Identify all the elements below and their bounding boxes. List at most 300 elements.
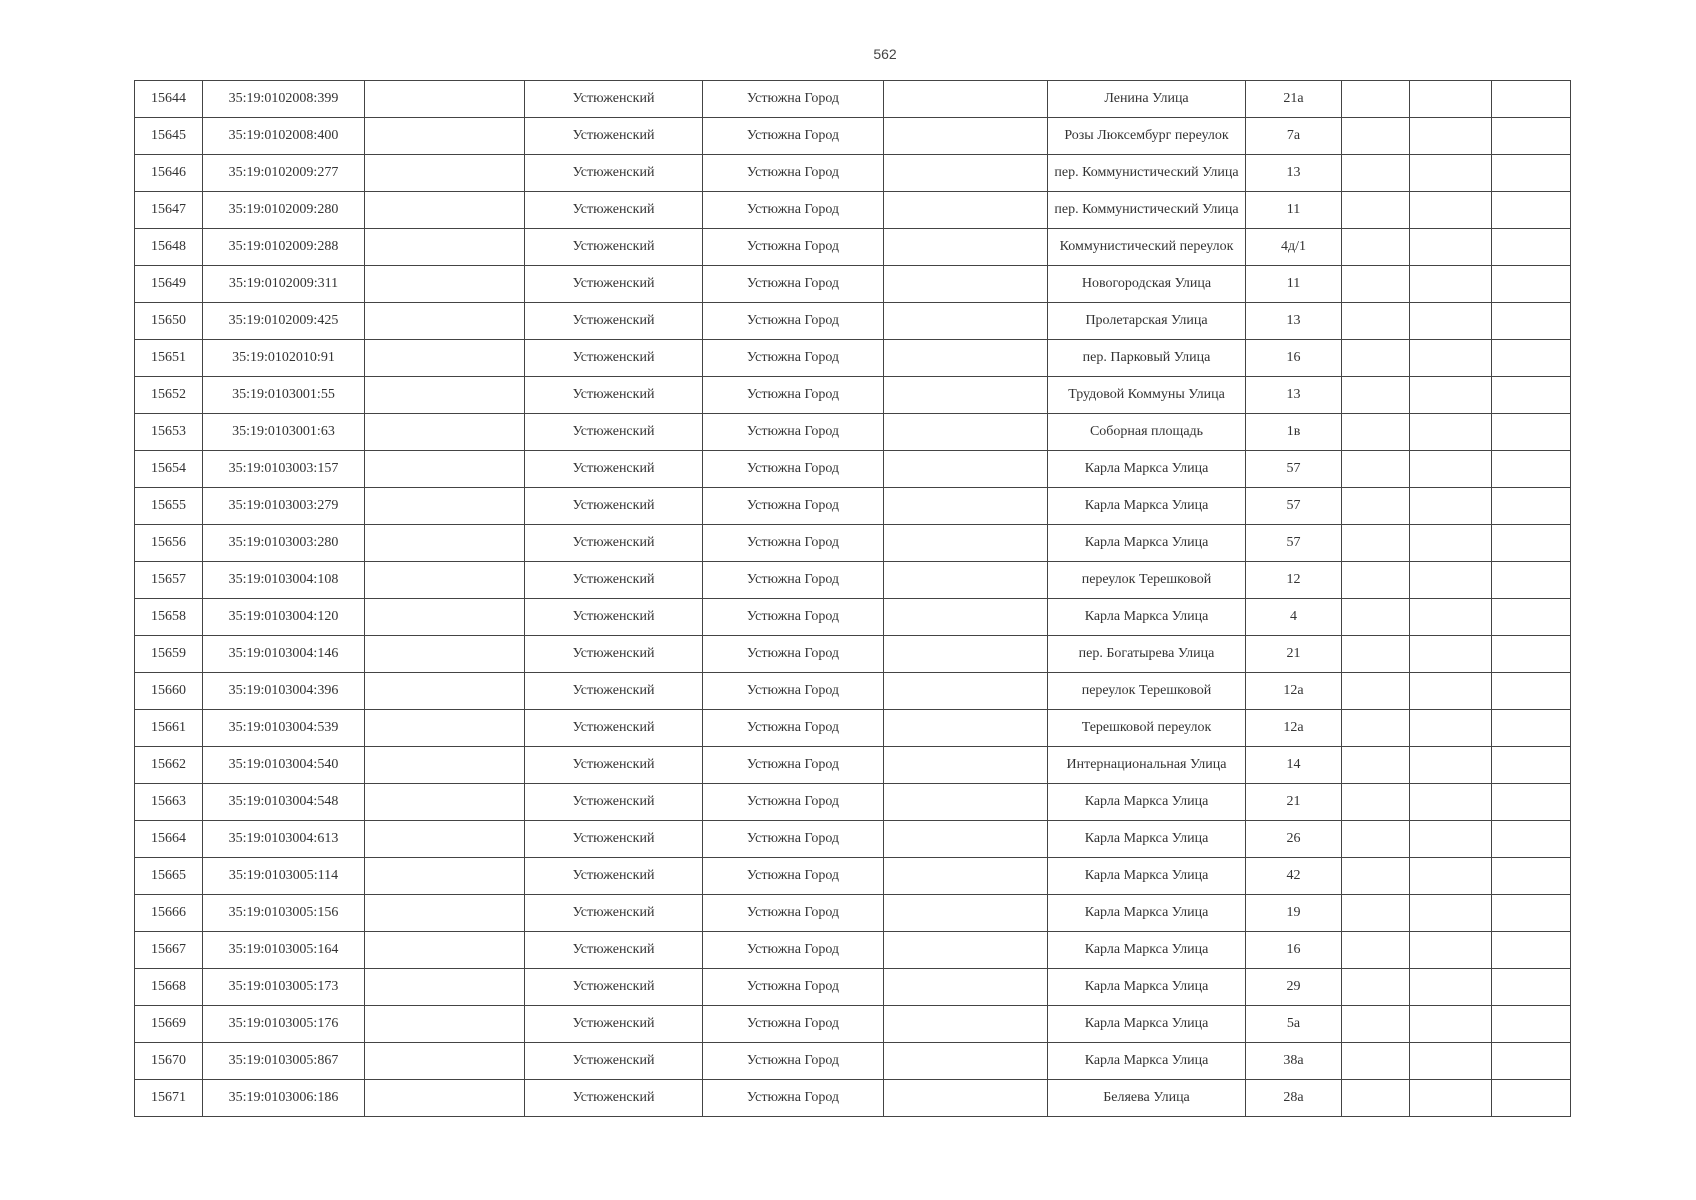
row-number-cell: 15653 bbox=[135, 414, 203, 451]
house-number-cell: 11 bbox=[1246, 192, 1342, 229]
table-row bbox=[135, 747, 1571, 784]
cadastral-number-cell: 35:19:0103005:114 bbox=[203, 858, 365, 895]
empty-cell bbox=[884, 81, 1048, 118]
empty-cell bbox=[1410, 636, 1492, 673]
empty-cell bbox=[365, 414, 525, 451]
empty-cell bbox=[1410, 414, 1492, 451]
cadastral-number-cell: 35:19:0102009:311 bbox=[203, 266, 365, 303]
empty-cell bbox=[884, 229, 1048, 266]
table-row bbox=[135, 451, 1571, 488]
empty-cell bbox=[1342, 895, 1410, 932]
street-cell: Карла Маркса Улица bbox=[1048, 932, 1246, 969]
district-cell: Устюженский bbox=[525, 266, 703, 303]
empty-cell bbox=[365, 673, 525, 710]
empty-cell bbox=[1342, 932, 1410, 969]
street-cell: Карла Маркса Улица bbox=[1048, 821, 1246, 858]
cadastral-number-cell: 35:19:0103004:548 bbox=[203, 784, 365, 821]
table-row bbox=[135, 303, 1571, 340]
district-cell: Устюженский bbox=[525, 784, 703, 821]
empty-cell bbox=[884, 377, 1048, 414]
cadastral-number-cell: 35:19:0103005:173 bbox=[203, 969, 365, 1006]
row-number-cell: 15646 bbox=[135, 155, 203, 192]
empty-cell bbox=[1410, 710, 1492, 747]
street-cell: пер. Коммунистический Улица bbox=[1048, 192, 1246, 229]
empty-cell bbox=[1492, 118, 1571, 155]
street-cell: пер. Богатырева Улица bbox=[1048, 636, 1246, 673]
house-number-cell: 5а bbox=[1246, 1006, 1342, 1043]
cadastral-number-cell: 35:19:0103005:164 bbox=[203, 932, 365, 969]
cadastral-number-cell: 35:19:0102009:277 bbox=[203, 155, 365, 192]
settlement-cell: Устюжна Город bbox=[703, 1043, 884, 1080]
house-number-cell: 21а bbox=[1246, 81, 1342, 118]
street-cell: Карла Маркса Улица bbox=[1048, 451, 1246, 488]
row-number-cell: 15654 bbox=[135, 451, 203, 488]
empty-cell bbox=[365, 81, 525, 118]
street-cell: Коммунистический переулок bbox=[1048, 229, 1246, 266]
table-row bbox=[135, 414, 1571, 451]
settlement-cell: Устюжна Город bbox=[703, 895, 884, 932]
empty-cell bbox=[1492, 636, 1571, 673]
row-number-cell: 15657 bbox=[135, 562, 203, 599]
table-row bbox=[135, 81, 1571, 118]
empty-cell bbox=[1342, 525, 1410, 562]
district-cell: Устюженский bbox=[525, 451, 703, 488]
empty-cell bbox=[1342, 673, 1410, 710]
empty-cell bbox=[1342, 562, 1410, 599]
settlement-cell: Устюжна Город bbox=[703, 118, 884, 155]
street-cell: Интернациональная Улица bbox=[1048, 747, 1246, 784]
empty-cell bbox=[884, 784, 1048, 821]
row-number-cell: 15645 bbox=[135, 118, 203, 155]
street-cell: Розы Люксембург переулок bbox=[1048, 118, 1246, 155]
house-number-cell: 21 bbox=[1246, 636, 1342, 673]
row-number-cell: 15652 bbox=[135, 377, 203, 414]
district-cell: Устюженский bbox=[525, 821, 703, 858]
empty-cell bbox=[1410, 747, 1492, 784]
table-row bbox=[135, 821, 1571, 858]
street-cell: пер. Коммунистический Улица bbox=[1048, 155, 1246, 192]
cadastral-number-cell: 35:19:0103003:279 bbox=[203, 488, 365, 525]
house-number-cell: 13 bbox=[1246, 155, 1342, 192]
empty-cell bbox=[1342, 488, 1410, 525]
house-number-cell: 12а bbox=[1246, 673, 1342, 710]
district-cell: Устюженский bbox=[525, 1043, 703, 1080]
empty-cell bbox=[1410, 673, 1492, 710]
district-cell: Устюженский bbox=[525, 599, 703, 636]
table-row bbox=[135, 488, 1571, 525]
empty-cell bbox=[1492, 895, 1571, 932]
empty-cell bbox=[884, 858, 1048, 895]
cadastral-number-cell: 35:19:0103004:613 bbox=[203, 821, 365, 858]
empty-cell bbox=[365, 1043, 525, 1080]
empty-cell bbox=[1342, 81, 1410, 118]
empty-cell bbox=[1492, 266, 1571, 303]
settlement-cell: Устюжна Город bbox=[703, 266, 884, 303]
cadastral-number-cell: 35:19:0102009:425 bbox=[203, 303, 365, 340]
empty-cell bbox=[1492, 155, 1571, 192]
settlement-cell: Устюжна Город bbox=[703, 192, 884, 229]
cadastral-number-cell: 35:19:0103004:539 bbox=[203, 710, 365, 747]
row-number-cell: 15670 bbox=[135, 1043, 203, 1080]
house-number-cell: 29 bbox=[1246, 969, 1342, 1006]
table-row bbox=[135, 377, 1571, 414]
empty-cell bbox=[1410, 81, 1492, 118]
empty-cell bbox=[1342, 1080, 1410, 1117]
empty-cell bbox=[365, 1080, 525, 1117]
settlement-cell: Устюжна Город bbox=[703, 747, 884, 784]
settlement-cell: Устюжна Город bbox=[703, 1080, 884, 1117]
empty-cell bbox=[1492, 1043, 1571, 1080]
empty-cell bbox=[1342, 303, 1410, 340]
house-number-cell: 16 bbox=[1246, 340, 1342, 377]
settlement-cell: Устюжна Город bbox=[703, 784, 884, 821]
house-number-cell: 26 bbox=[1246, 821, 1342, 858]
empty-cell bbox=[1410, 155, 1492, 192]
table-row bbox=[135, 1043, 1571, 1080]
registry-table bbox=[134, 80, 1571, 1117]
empty-cell bbox=[1492, 710, 1571, 747]
table-row bbox=[135, 155, 1571, 192]
district-cell: Устюженский bbox=[525, 932, 703, 969]
house-number-cell: 12а bbox=[1246, 710, 1342, 747]
street-cell: переулок Терешковой bbox=[1048, 673, 1246, 710]
row-number-cell: 15658 bbox=[135, 599, 203, 636]
cadastral-number-cell: 35:19:0103001:63 bbox=[203, 414, 365, 451]
empty-cell bbox=[365, 229, 525, 266]
district-cell: Устюженский bbox=[525, 673, 703, 710]
empty-cell bbox=[1342, 118, 1410, 155]
empty-cell bbox=[884, 747, 1048, 784]
district-cell: Устюженский bbox=[525, 488, 703, 525]
empty-cell bbox=[1410, 340, 1492, 377]
house-number-cell: 13 bbox=[1246, 303, 1342, 340]
house-number-cell: 57 bbox=[1246, 451, 1342, 488]
empty-cell bbox=[1492, 969, 1571, 1006]
empty-cell bbox=[365, 340, 525, 377]
row-number-cell: 15669 bbox=[135, 1006, 203, 1043]
empty-cell bbox=[1492, 451, 1571, 488]
cadastral-number-cell: 35:19:0103004:120 bbox=[203, 599, 365, 636]
empty-cell bbox=[1492, 821, 1571, 858]
house-number-cell: 4 bbox=[1246, 599, 1342, 636]
empty-cell bbox=[365, 303, 525, 340]
empty-cell bbox=[884, 969, 1048, 1006]
house-number-cell: 19 bbox=[1246, 895, 1342, 932]
empty-cell bbox=[1342, 599, 1410, 636]
row-number-cell: 15648 bbox=[135, 229, 203, 266]
empty-cell bbox=[1410, 303, 1492, 340]
empty-cell bbox=[365, 525, 525, 562]
empty-cell bbox=[365, 192, 525, 229]
row-number-cell: 15647 bbox=[135, 192, 203, 229]
empty-cell bbox=[365, 784, 525, 821]
empty-cell bbox=[1342, 1006, 1410, 1043]
empty-cell bbox=[365, 636, 525, 673]
settlement-cell: Устюжна Город bbox=[703, 414, 884, 451]
settlement-cell: Устюжна Город bbox=[703, 377, 884, 414]
row-number-cell: 15655 bbox=[135, 488, 203, 525]
empty-cell bbox=[1342, 155, 1410, 192]
row-number-cell: 15644 bbox=[135, 81, 203, 118]
district-cell: Устюженский bbox=[525, 525, 703, 562]
empty-cell bbox=[1410, 1006, 1492, 1043]
empty-cell bbox=[884, 155, 1048, 192]
table-row bbox=[135, 969, 1571, 1006]
settlement-cell: Устюжна Город bbox=[703, 710, 884, 747]
house-number-cell: 28а bbox=[1246, 1080, 1342, 1117]
house-number-cell: 42 bbox=[1246, 858, 1342, 895]
settlement-cell: Устюжна Город bbox=[703, 969, 884, 1006]
cadastral-number-cell: 35:19:0103004:146 bbox=[203, 636, 365, 673]
empty-cell bbox=[1342, 747, 1410, 784]
empty-cell bbox=[365, 710, 525, 747]
empty-cell bbox=[1410, 377, 1492, 414]
cadastral-number-cell: 35:19:0103001:55 bbox=[203, 377, 365, 414]
row-number-cell: 15650 bbox=[135, 303, 203, 340]
cadastral-number-cell: 35:19:0102008:399 bbox=[203, 81, 365, 118]
row-number-cell: 15664 bbox=[135, 821, 203, 858]
house-number-cell: 38а bbox=[1246, 1043, 1342, 1080]
district-cell: Устюженский bbox=[525, 969, 703, 1006]
table-row bbox=[135, 525, 1571, 562]
house-number-cell: 11 bbox=[1246, 266, 1342, 303]
empty-cell bbox=[1410, 1080, 1492, 1117]
empty-cell bbox=[365, 451, 525, 488]
settlement-cell: Устюжна Город bbox=[703, 81, 884, 118]
district-cell: Устюженский bbox=[525, 155, 703, 192]
empty-cell bbox=[1342, 229, 1410, 266]
settlement-cell: Устюжна Город bbox=[703, 340, 884, 377]
table-row bbox=[135, 340, 1571, 377]
district-cell: Устюженский bbox=[525, 229, 703, 266]
empty-cell bbox=[365, 1006, 525, 1043]
row-number-cell: 15661 bbox=[135, 710, 203, 747]
settlement-cell: Устюжна Город bbox=[703, 636, 884, 673]
row-number-cell: 15659 bbox=[135, 636, 203, 673]
empty-cell bbox=[1492, 414, 1571, 451]
district-cell: Устюженский bbox=[525, 81, 703, 118]
table-row bbox=[135, 895, 1571, 932]
table-row bbox=[135, 710, 1571, 747]
empty-cell bbox=[1492, 340, 1571, 377]
empty-cell bbox=[1410, 821, 1492, 858]
empty-cell bbox=[365, 747, 525, 784]
house-number-cell: 14 bbox=[1246, 747, 1342, 784]
empty-cell bbox=[1342, 451, 1410, 488]
house-number-cell: 1в bbox=[1246, 414, 1342, 451]
empty-cell bbox=[884, 488, 1048, 525]
street-cell: Карла Маркса Улица bbox=[1048, 969, 1246, 1006]
row-number-cell: 15663 bbox=[135, 784, 203, 821]
street-cell: Терешковой переулок bbox=[1048, 710, 1246, 747]
empty-cell bbox=[884, 562, 1048, 599]
empty-cell bbox=[884, 932, 1048, 969]
house-number-cell: 57 bbox=[1246, 488, 1342, 525]
settlement-cell: Устюжна Город bbox=[703, 673, 884, 710]
empty-cell bbox=[1410, 895, 1492, 932]
street-cell: Новогородская Улица bbox=[1048, 266, 1246, 303]
row-number-cell: 15671 bbox=[135, 1080, 203, 1117]
empty-cell bbox=[1492, 673, 1571, 710]
empty-cell bbox=[1410, 229, 1492, 266]
district-cell: Устюженский bbox=[525, 895, 703, 932]
district-cell: Устюженский bbox=[525, 303, 703, 340]
empty-cell bbox=[884, 525, 1048, 562]
page-number: 562 bbox=[873, 46, 897, 62]
settlement-cell: Устюжна Город bbox=[703, 303, 884, 340]
table-row bbox=[135, 266, 1571, 303]
empty-cell bbox=[884, 192, 1048, 229]
house-number-cell: 12 bbox=[1246, 562, 1342, 599]
empty-cell bbox=[1342, 784, 1410, 821]
cadastral-number-cell: 35:19:0103005:867 bbox=[203, 1043, 365, 1080]
empty-cell bbox=[365, 932, 525, 969]
settlement-cell: Устюжна Город bbox=[703, 821, 884, 858]
empty-cell bbox=[1492, 932, 1571, 969]
empty-cell bbox=[1492, 1080, 1571, 1117]
settlement-cell: Устюжна Город bbox=[703, 562, 884, 599]
empty-cell bbox=[1492, 192, 1571, 229]
district-cell: Устюженский bbox=[525, 118, 703, 155]
empty-cell bbox=[1342, 821, 1410, 858]
empty-cell bbox=[1410, 784, 1492, 821]
empty-cell bbox=[1410, 1043, 1492, 1080]
district-cell: Устюженский bbox=[525, 747, 703, 784]
table-row bbox=[135, 932, 1571, 969]
row-number-cell: 15668 bbox=[135, 969, 203, 1006]
street-cell: Карла Маркса Улица bbox=[1048, 784, 1246, 821]
settlement-cell: Устюжна Город bbox=[703, 451, 884, 488]
cadastral-number-cell: 35:19:0102010:91 bbox=[203, 340, 365, 377]
street-cell: пер. Парковый Улица bbox=[1048, 340, 1246, 377]
table-row bbox=[135, 192, 1571, 229]
district-cell: Устюженский bbox=[525, 414, 703, 451]
empty-cell bbox=[1342, 340, 1410, 377]
street-cell: Карла Маркса Улица bbox=[1048, 525, 1246, 562]
empty-cell bbox=[1492, 229, 1571, 266]
settlement-cell: Устюжна Город bbox=[703, 488, 884, 525]
house-number-cell: 16 bbox=[1246, 932, 1342, 969]
empty-cell bbox=[1342, 266, 1410, 303]
empty-cell bbox=[1410, 969, 1492, 1006]
table-row bbox=[135, 562, 1571, 599]
street-cell: Беляева Улица bbox=[1048, 1080, 1246, 1117]
table-row bbox=[135, 858, 1571, 895]
empty-cell bbox=[884, 414, 1048, 451]
table-row bbox=[135, 118, 1571, 155]
empty-cell bbox=[1342, 414, 1410, 451]
empty-cell bbox=[365, 895, 525, 932]
empty-cell bbox=[884, 599, 1048, 636]
empty-cell bbox=[1342, 636, 1410, 673]
empty-cell bbox=[1410, 451, 1492, 488]
table-row bbox=[135, 1006, 1571, 1043]
settlement-cell: Устюжна Город bbox=[703, 932, 884, 969]
house-number-cell: 21 bbox=[1246, 784, 1342, 821]
empty-cell bbox=[884, 673, 1048, 710]
table-row bbox=[135, 599, 1571, 636]
table-row bbox=[135, 1080, 1571, 1117]
empty-cell bbox=[365, 599, 525, 636]
empty-cell bbox=[884, 266, 1048, 303]
empty-cell bbox=[1492, 784, 1571, 821]
street-cell: Пролетарская Улица bbox=[1048, 303, 1246, 340]
row-number-cell: 15662 bbox=[135, 747, 203, 784]
table-body bbox=[135, 81, 1571, 1117]
table-row bbox=[135, 636, 1571, 673]
empty-cell bbox=[365, 488, 525, 525]
empty-cell bbox=[1342, 858, 1410, 895]
empty-cell bbox=[884, 895, 1048, 932]
empty-cell bbox=[1410, 858, 1492, 895]
empty-cell bbox=[1342, 192, 1410, 229]
empty-cell bbox=[1342, 969, 1410, 1006]
table-row bbox=[135, 229, 1571, 266]
cadastral-number-cell: 35:19:0103005:156 bbox=[203, 895, 365, 932]
empty-cell bbox=[365, 562, 525, 599]
empty-cell bbox=[1492, 1006, 1571, 1043]
street-cell: Соборная площадь bbox=[1048, 414, 1246, 451]
empty-cell bbox=[1342, 377, 1410, 414]
district-cell: Устюженский bbox=[525, 858, 703, 895]
settlement-cell: Устюжна Город bbox=[703, 155, 884, 192]
empty-cell bbox=[1410, 488, 1492, 525]
street-cell: Ленина Улица bbox=[1048, 81, 1246, 118]
district-cell: Устюженский bbox=[525, 377, 703, 414]
empty-cell bbox=[1492, 488, 1571, 525]
district-cell: Устюженский bbox=[525, 636, 703, 673]
cadastral-number-cell: 35:19:0103006:186 bbox=[203, 1080, 365, 1117]
row-number-cell: 15649 bbox=[135, 266, 203, 303]
empty-cell bbox=[365, 118, 525, 155]
street-cell: Карла Маркса Улица bbox=[1048, 895, 1246, 932]
empty-cell bbox=[1492, 81, 1571, 118]
table-row bbox=[135, 673, 1571, 710]
cadastral-number-cell: 35:19:0103003:157 bbox=[203, 451, 365, 488]
empty-cell bbox=[1410, 562, 1492, 599]
empty-cell bbox=[1410, 932, 1492, 969]
row-number-cell: 15665 bbox=[135, 858, 203, 895]
street-cell: Трудовой Коммуны Улица bbox=[1048, 377, 1246, 414]
empty-cell bbox=[884, 636, 1048, 673]
cadastral-number-cell: 35:19:0102009:288 bbox=[203, 229, 365, 266]
empty-cell bbox=[1492, 525, 1571, 562]
empty-cell bbox=[884, 118, 1048, 155]
cadastral-number-cell: 35:19:0102009:280 bbox=[203, 192, 365, 229]
district-cell: Устюженский bbox=[525, 1080, 703, 1117]
empty-cell bbox=[884, 1006, 1048, 1043]
empty-cell bbox=[1342, 710, 1410, 747]
empty-cell bbox=[1342, 1043, 1410, 1080]
row-number-cell: 15667 bbox=[135, 932, 203, 969]
empty-cell bbox=[884, 821, 1048, 858]
cadastral-number-cell: 35:19:0103005:176 bbox=[203, 1006, 365, 1043]
row-number-cell: 15651 bbox=[135, 340, 203, 377]
empty-cell bbox=[1492, 747, 1571, 784]
district-cell: Устюженский bbox=[525, 1006, 703, 1043]
empty-cell bbox=[365, 377, 525, 414]
empty-cell bbox=[365, 858, 525, 895]
cadastral-number-cell: 35:19:0103004:540 bbox=[203, 747, 365, 784]
empty-cell bbox=[884, 340, 1048, 377]
row-number-cell: 15656 bbox=[135, 525, 203, 562]
house-number-cell: 57 bbox=[1246, 525, 1342, 562]
settlement-cell: Устюжна Город bbox=[703, 525, 884, 562]
empty-cell bbox=[884, 451, 1048, 488]
district-cell: Устюженский bbox=[525, 710, 703, 747]
street-cell: Карла Маркса Улица bbox=[1048, 1006, 1246, 1043]
empty-cell bbox=[884, 1043, 1048, 1080]
